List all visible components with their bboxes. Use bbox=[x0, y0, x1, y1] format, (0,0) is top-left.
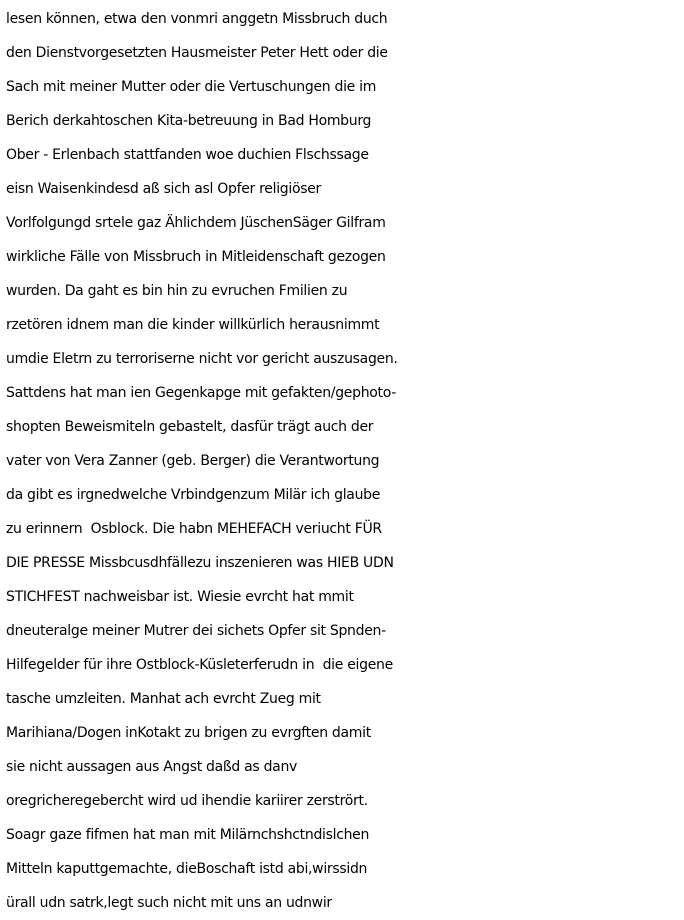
text-line-24: oregricheregebercht wird ud ihendie kariirer zerstrört. bbox=[6, 793, 368, 809]
text-line-1: lesen können, etwa den vonmri anggetn Missbruch duch bbox=[6, 11, 388, 27]
text-line-16: zu erinnern Osblock. Die habn MEHEFACH veriucht FÜR bbox=[6, 521, 382, 537]
text-line-11: umdie Eletrn zu terroriserne nicht vor gericht auszusagen. bbox=[6, 351, 398, 367]
text-line-18: STICHFEST nachweisbar ist. Wiesie evrcht hat mmit bbox=[6, 589, 354, 605]
text-line-6: eisn Waisenkindesd aß sich asl Opfer religiöser bbox=[6, 181, 321, 197]
text-line-15: da gibt es irgnedwelche Vrbindgenzum Milär ich glaube bbox=[6, 487, 381, 503]
text-line-22: Marihiana/Dogen inKotakt zu brigen zu evrgften damit bbox=[6, 725, 371, 741]
text-line-12: Sattdens hat man ien Gegenkapge mit gefakten/gephoto- bbox=[6, 385, 396, 401]
text-line-26: Mitteln kaputtgemachte, dieBoschaft istd abi,wirssidn bbox=[6, 861, 368, 877]
text-line-19: dneuteralge meiner Mutrer dei sichets Opfer sit Spnden- bbox=[6, 623, 386, 639]
text-line-23: sie nicht aussagen aus Angst daßd as danv bbox=[6, 759, 297, 775]
text-line-21: tasche umzleiten. Manhat ach evrcht Zueg mit bbox=[6, 691, 321, 707]
text-line-8: wirkliche Fälle von Missbruch in Mitleidenschaft gezogen bbox=[6, 249, 386, 265]
text-line-9: wurden. Da gaht es bin hin zu evruchen Fmilien zu bbox=[6, 283, 348, 299]
body-text bbox=[6, 2, 684, 920]
text-line-10: rzetören idnem man die kinder willkürlich herausnimmt bbox=[6, 317, 380, 333]
text-line-4: Berich derkahtoschen Kita-betreuung in Bad Homburg bbox=[6, 113, 372, 129]
text-line-20: Hilfegelder für ihre Ostblock-Küsleterferudn in die eigene bbox=[6, 657, 393, 673]
text-line-7: Vorlfolgungd srtele gaz Ählichdem JüschenSäger Gilfram bbox=[6, 215, 386, 231]
text-line-14: vater von Vera Zanner (geb. Berger) die Verantwortung bbox=[6, 453, 380, 469]
text-line-25: Soagr gaze fifmen hat man mit Milärnchshctndislchen bbox=[6, 827, 370, 843]
text-line-27: ürall udn satrk,legt such nicht mit uns an udnwir bbox=[6, 895, 332, 911]
text-line-13: shopten Beweismiteln gebastelt, dasfür trägt auch der bbox=[6, 419, 374, 435]
text-line-2: den Dienstvorgesetzten Hausmeister Peter Hett oder die bbox=[6, 45, 388, 61]
text-line-17: DIE PRESSE Missbcusdhfällezu inszenieren was HIEB UDN bbox=[6, 555, 394, 571]
text-line-3: Sach mit meiner Mutter oder die Vertuschungen die im bbox=[6, 79, 377, 95]
text-line-5: Ober - Erlenbach stattfanden woe duchien Flschssage bbox=[6, 147, 369, 163]
